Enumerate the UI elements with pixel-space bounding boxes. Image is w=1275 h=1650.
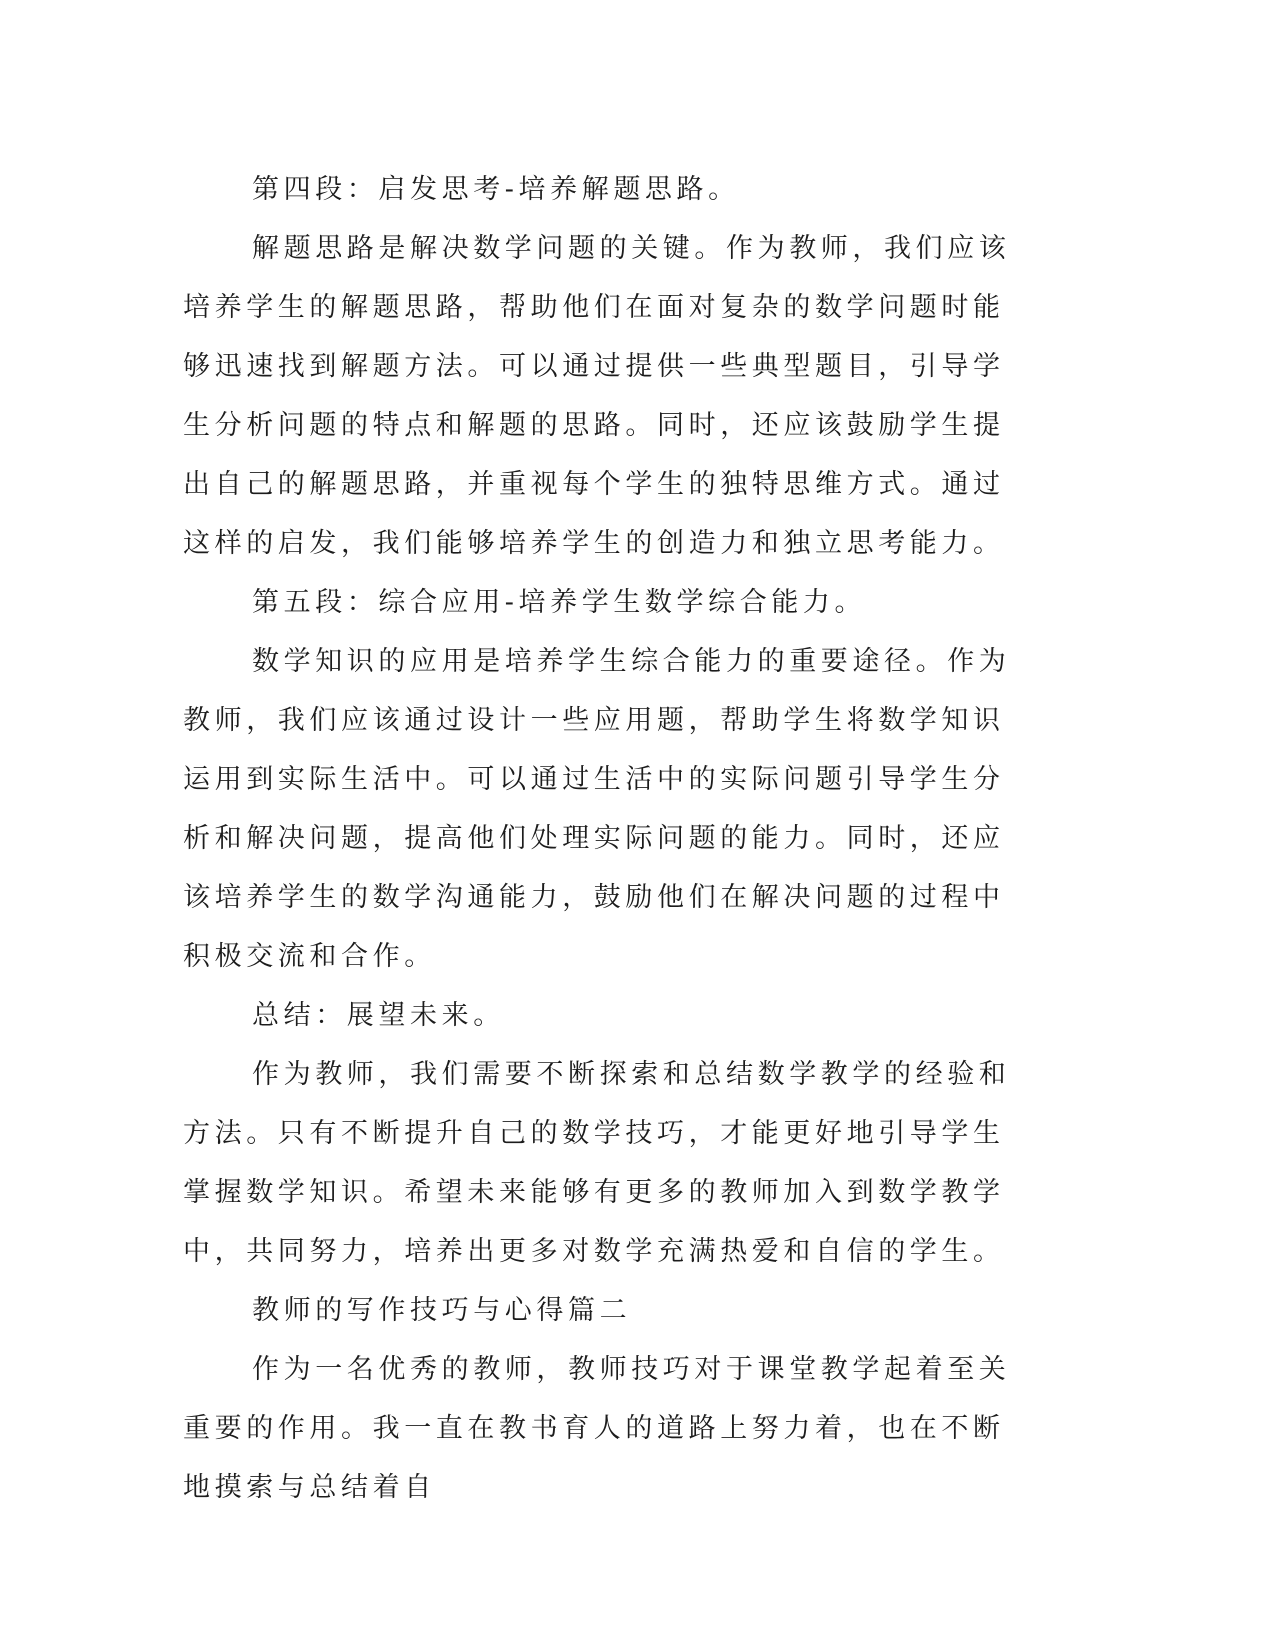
paragraph: 作为教师，我们需要不断探索和总结数学教学的经验和方法。只有不断提升自己的数学技巧，才能更好地引导学生掌握数学知识。希望未来能够有更多的教师加入到数学教学中，共同努力，培养出更多对数学充满热爱和自信的学生。 [183,1059,1011,1267]
paragraph: 解题思路是解决数学问题的关键。作为教师，我们应该培养学生的解题思路，帮助他们在面对复杂的数学问题时能够迅速找到解题方法。可以通过提供一些典型题目，引导学生分析问题的特点和解题的思路。同时，还应该鼓励学生提出自己的解题思路，并重视每个学生的独特思维方式。通过这样的启发，我们能够培养学生的创造力和独立思考能力。 [183,233,1011,559]
summary-heading: 总结：展望未来。 [252,1000,505,1031]
section-heading-5: 第五段：综合应用-培养学生数学综合能力。 [252,587,867,618]
document-body [183,160,1033,1517]
article-title: 教师的写作技巧与心得篇二 [252,1295,632,1326]
paragraph: 数学知识的应用是培养学生综合能力的重要途径。作为教师，我们应该通过设计一些应用题，帮助学生将数学知识运用到实际生活中。可以通过生活中的实际问题引导学生分析和解决问题，提高他们处理实际问题的能力。同时，还应该培养学生的数学沟通能力，鼓励他们在解决问题的过程中积极交流和合作。 [183,646,1011,972]
section-heading-4: 第四段：启发思考-培养解题思路。 [252,174,740,205]
paragraph: 作为一名优秀的教师，教师技巧对于课堂教学起着至关重要的作用。我一直在教书育人的道路上努力着，也在不断地摸索与总结着自 [183,1354,1011,1503]
